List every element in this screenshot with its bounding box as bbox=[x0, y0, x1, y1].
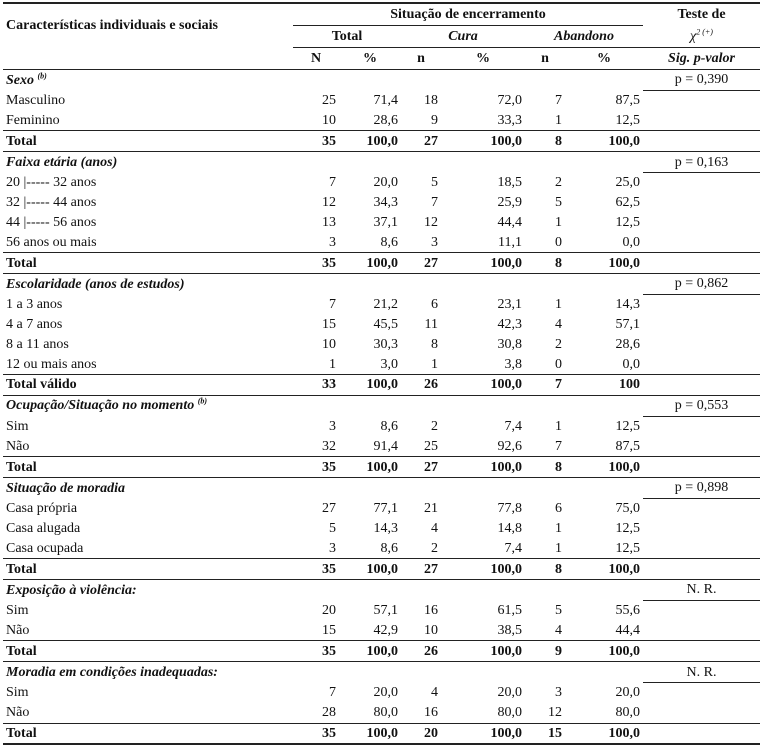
cell-cn: 1 bbox=[431, 356, 438, 372]
table-row bbox=[3, 436, 760, 456]
cell-pct: 20,0 bbox=[373, 685, 398, 701]
section-title-row bbox=[3, 152, 760, 173]
cell-an: 2 bbox=[555, 336, 562, 352]
cell-pct: 14,3 bbox=[373, 520, 398, 536]
row-label: Total bbox=[3, 253, 293, 274]
table-row bbox=[3, 682, 760, 702]
cell-an: 8 bbox=[525, 559, 565, 580]
cell-an: 5 bbox=[555, 195, 562, 211]
cell-cn: 8 bbox=[431, 336, 438, 352]
row-label: 12 ou mais anos bbox=[6, 356, 97, 372]
table-row bbox=[3, 416, 760, 436]
test-header: Teste de bbox=[643, 3, 760, 26]
empty-cell bbox=[643, 111, 760, 131]
cell-N: 3 bbox=[329, 418, 336, 434]
col-N-header: N bbox=[310, 51, 322, 66]
p-value: p = 0,390 bbox=[643, 70, 760, 91]
total-row bbox=[3, 374, 760, 395]
cell-cn: 12 bbox=[424, 214, 438, 230]
cell-pct: 100,0 bbox=[339, 641, 401, 662]
section-title-superscript: (b) bbox=[37, 70, 47, 80]
cell-cn: 10 bbox=[424, 622, 438, 638]
empty-cell bbox=[643, 538, 760, 558]
cell-pct: 100,0 bbox=[339, 253, 401, 274]
characteristics-header: Características individuais e sociais bbox=[3, 3, 293, 48]
table-row bbox=[3, 232, 760, 252]
cell-cpct: 14,8 bbox=[497, 520, 522, 536]
row-label: Total bbox=[3, 723, 293, 744]
cell-pct: 100,0 bbox=[339, 723, 401, 744]
cell-cpct: 33,3 bbox=[497, 112, 522, 128]
cell-cn: 2 bbox=[431, 418, 438, 434]
cell-cpct: 100,0 bbox=[441, 253, 525, 274]
section-title bbox=[3, 70, 643, 91]
row-label: Masculino bbox=[6, 92, 66, 108]
characteristics-table bbox=[3, 2, 760, 745]
empty-cell bbox=[643, 703, 760, 723]
empty-cell bbox=[643, 193, 760, 213]
cell-pct: 28,6 bbox=[373, 112, 398, 128]
table-row bbox=[3, 498, 760, 518]
empty-cell bbox=[643, 253, 760, 274]
cell-pct: 100,0 bbox=[339, 131, 401, 152]
cell-N: 10 bbox=[322, 336, 336, 352]
section-title bbox=[3, 152, 643, 173]
empty-cell bbox=[643, 641, 760, 662]
cell-cn: 4 bbox=[431, 685, 438, 701]
empty-cell bbox=[643, 682, 760, 702]
table-row bbox=[3, 538, 760, 558]
section-title-row bbox=[3, 662, 760, 683]
cell-an: 7 bbox=[555, 438, 562, 454]
cell-cpct: 11,1 bbox=[498, 234, 522, 250]
p-value: p = 0,898 bbox=[643, 477, 760, 498]
row-label: Feminino bbox=[6, 112, 60, 128]
empty-cell bbox=[643, 213, 760, 233]
col-abandono-pct-header: % bbox=[597, 51, 611, 66]
row-label: Total bbox=[3, 457, 293, 478]
section-title-text: Escolaridade (anos de estudos) bbox=[6, 276, 185, 292]
p-value: p = 0,862 bbox=[643, 273, 760, 294]
cell-N: 3 bbox=[329, 234, 336, 250]
cell-cpct: 77,8 bbox=[497, 500, 522, 516]
table-row bbox=[3, 193, 760, 213]
abandono-header: Abandono bbox=[525, 26, 643, 48]
row-label: 1 a 3 anos bbox=[6, 296, 63, 312]
cell-cpct: 100,0 bbox=[441, 374, 525, 395]
table-row bbox=[3, 90, 760, 110]
cell-apct: 12,5 bbox=[615, 214, 640, 230]
cell-cpct: 100,0 bbox=[441, 457, 525, 478]
section-title bbox=[3, 395, 643, 416]
row-label: Casa ocupada bbox=[6, 540, 84, 556]
cell-cn: 27 bbox=[401, 253, 441, 274]
empty-cell bbox=[643, 374, 760, 395]
cell-cpct: 18,5 bbox=[497, 175, 522, 191]
cell-an: 0 bbox=[555, 356, 562, 372]
cell-N: 35 bbox=[293, 559, 339, 580]
empty-cell bbox=[643, 354, 760, 374]
row-label: 32 |----- 44 anos bbox=[6, 195, 97, 211]
total-row bbox=[3, 723, 760, 744]
row-label: 8 a 11 anos bbox=[6, 336, 69, 352]
cell-apct: 87,5 bbox=[615, 438, 640, 454]
empty-cell bbox=[643, 457, 760, 478]
empty-cell bbox=[643, 416, 760, 436]
cell-cpct: 44,4 bbox=[497, 214, 522, 230]
cell-cn: 21 bbox=[424, 500, 438, 516]
cell-apct: 44,4 bbox=[615, 622, 640, 638]
cell-cpct: 100,0 bbox=[441, 131, 525, 152]
empty-cell bbox=[643, 90, 760, 110]
row-label: Sim bbox=[6, 418, 29, 434]
empty-cell bbox=[643, 621, 760, 641]
section-title-row bbox=[3, 70, 760, 91]
row-label: 56 anos ou mais bbox=[6, 234, 97, 250]
cell-cpct: 80,0 bbox=[497, 705, 522, 721]
total-row bbox=[3, 641, 760, 662]
section-title bbox=[3, 273, 643, 294]
cell-N: 32 bbox=[322, 438, 336, 454]
cell-N: 35 bbox=[293, 457, 339, 478]
table-row bbox=[3, 703, 760, 723]
cell-cn: 26 bbox=[401, 641, 441, 662]
cell-cn: 6 bbox=[431, 296, 438, 312]
cell-pct: 91,4 bbox=[373, 438, 398, 454]
cell-pct: 80,0 bbox=[373, 705, 398, 721]
chi-symbol: χ bbox=[690, 28, 697, 44]
cell-an: 3 bbox=[555, 685, 562, 701]
section-title-text: Moradia em condições inadequadas: bbox=[6, 664, 218, 680]
section-title-row bbox=[3, 477, 760, 498]
total-row bbox=[3, 131, 760, 152]
cell-an: 1 bbox=[555, 520, 562, 536]
cell-N: 35 bbox=[293, 723, 339, 744]
cell-N: 13 bbox=[322, 214, 336, 230]
cell-an: 5 bbox=[555, 602, 562, 618]
cell-cn: 18 bbox=[424, 92, 438, 108]
section-title-text: Ocupação/Situação no momento bbox=[6, 398, 195, 414]
cell-apct: 12,5 bbox=[615, 520, 640, 536]
row-label: Casa própria bbox=[6, 500, 78, 516]
cell-an: 4 bbox=[555, 622, 562, 638]
cell-pct: 100,0 bbox=[339, 559, 401, 580]
empty-cell bbox=[643, 294, 760, 314]
empty-cell bbox=[643, 172, 760, 192]
table-row bbox=[3, 600, 760, 620]
cell-cn: 25 bbox=[424, 438, 438, 454]
section-title-row bbox=[3, 579, 760, 600]
cell-an: 8 bbox=[525, 253, 565, 274]
cell-an: 1 bbox=[555, 214, 562, 230]
cell-apct: 0,0 bbox=[622, 356, 640, 372]
cell-apct: 100,0 bbox=[565, 131, 643, 152]
cura-header: Cura bbox=[401, 26, 525, 48]
row-label: Não bbox=[6, 438, 30, 454]
row-label: Total bbox=[3, 559, 293, 580]
cell-an: 1 bbox=[555, 418, 562, 434]
cell-apct: 75,0 bbox=[615, 500, 640, 516]
empty-cell bbox=[643, 436, 760, 456]
cell-cn: 26 bbox=[401, 374, 441, 395]
cell-cn: 9 bbox=[431, 112, 438, 128]
cell-cpct: 100,0 bbox=[441, 723, 525, 744]
cell-cn: 27 bbox=[401, 457, 441, 478]
empty-cell bbox=[643, 131, 760, 152]
cell-apct: 80,0 bbox=[615, 705, 640, 721]
cell-N: 33 bbox=[293, 374, 339, 395]
cell-cn: 16 bbox=[424, 602, 438, 618]
cell-cn: 20 bbox=[401, 723, 441, 744]
empty-cell bbox=[643, 600, 760, 620]
section-title bbox=[3, 662, 643, 683]
row-label: Sim bbox=[6, 685, 29, 701]
cell-cn: 4 bbox=[431, 520, 438, 536]
cell-apct: 28,6 bbox=[615, 336, 640, 352]
cell-N: 1 bbox=[329, 356, 336, 372]
cell-apct: 87,5 bbox=[615, 92, 640, 108]
cell-N: 12 bbox=[322, 195, 336, 211]
cell-apct: 100,0 bbox=[565, 641, 643, 662]
table-row bbox=[3, 519, 760, 539]
cell-pct: 21,2 bbox=[373, 296, 398, 312]
p-value: p = 0,553 bbox=[643, 395, 760, 416]
row-label: Casa alugada bbox=[6, 520, 81, 536]
cell-cn: 2 bbox=[431, 540, 438, 556]
cell-pct: 71,4 bbox=[373, 92, 398, 108]
cell-cpct: 100,0 bbox=[441, 641, 525, 662]
cell-cpct: 72,0 bbox=[497, 92, 522, 108]
section-title bbox=[3, 579, 643, 600]
cell-an: 9 bbox=[525, 641, 565, 662]
row-label: Total bbox=[3, 641, 293, 662]
cell-apct: 100 bbox=[565, 374, 643, 395]
empty-cell bbox=[643, 559, 760, 580]
cell-an: 15 bbox=[525, 723, 565, 744]
cell-pct: 30,3 bbox=[373, 336, 398, 352]
cell-pct: 8,6 bbox=[380, 540, 398, 556]
cell-N: 5 bbox=[329, 520, 336, 536]
cell-pct: 77,1 bbox=[373, 500, 398, 516]
cell-cpct: 100,0 bbox=[441, 559, 525, 580]
cell-pct: 42,9 bbox=[373, 622, 398, 638]
cell-cn: 16 bbox=[424, 705, 438, 721]
cell-N: 7 bbox=[329, 685, 336, 701]
table-row bbox=[3, 213, 760, 233]
cell-an: 2 bbox=[555, 175, 562, 191]
row-label: Total bbox=[3, 131, 293, 152]
cell-N: 27 bbox=[322, 500, 336, 516]
cell-pct: 20,0 bbox=[373, 175, 398, 191]
cell-N: 35 bbox=[293, 131, 339, 152]
cell-pct: 100,0 bbox=[339, 374, 401, 395]
header-row-1 bbox=[3, 3, 760, 26]
cell-pct: 45,5 bbox=[373, 316, 398, 332]
cell-N: 10 bbox=[322, 112, 336, 128]
empty-cell bbox=[643, 498, 760, 518]
cell-N: 35 bbox=[293, 253, 339, 274]
cell-cn: 5 bbox=[431, 175, 438, 191]
cell-pct: 57,1 bbox=[373, 602, 398, 618]
cell-an: 1 bbox=[555, 112, 562, 128]
cell-N: 7 bbox=[329, 296, 336, 312]
empty-header-cell bbox=[3, 48, 293, 70]
row-label: Não bbox=[6, 622, 30, 638]
cell-cpct: 3,8 bbox=[504, 356, 522, 372]
table-row bbox=[3, 315, 760, 335]
cell-N: 35 bbox=[293, 641, 339, 662]
cell-N: 3 bbox=[329, 540, 336, 556]
empty-cell bbox=[643, 519, 760, 539]
cell-pct: 34,3 bbox=[373, 195, 398, 211]
empty-cell bbox=[643, 334, 760, 354]
header-row-3 bbox=[3, 48, 760, 70]
col-cura-pct-header: % bbox=[476, 51, 490, 66]
cell-an: 6 bbox=[555, 500, 562, 516]
cell-cpct: 30,8 bbox=[497, 336, 522, 352]
p-value: p = 0,163 bbox=[643, 152, 760, 173]
col-cura-n-header: n bbox=[417, 51, 425, 66]
cell-apct: 55,6 bbox=[615, 602, 640, 618]
cell-pct: 37,1 bbox=[373, 214, 398, 230]
cell-apct: 100,0 bbox=[565, 253, 643, 274]
row-label: Sim bbox=[6, 602, 29, 618]
cell-cn: 7 bbox=[431, 195, 438, 211]
section-title-row bbox=[3, 273, 760, 294]
cell-an: 7 bbox=[525, 374, 565, 395]
table-row bbox=[3, 111, 760, 131]
section-title-text: Faixa etária (anos) bbox=[6, 154, 118, 170]
cell-N: 20 bbox=[322, 602, 336, 618]
cell-apct: 62,5 bbox=[615, 195, 640, 211]
cell-an: 4 bbox=[555, 316, 562, 332]
total-header: Total bbox=[293, 26, 401, 48]
cell-cpct: 92,6 bbox=[497, 438, 522, 454]
situation-header: Situação de encerramento bbox=[293, 3, 643, 26]
cell-cpct: 7,4 bbox=[504, 540, 522, 556]
cell-an: 12 bbox=[548, 705, 562, 721]
cell-cpct: 38,5 bbox=[497, 622, 522, 638]
col-pct-header: % bbox=[363, 51, 377, 66]
p-value: N. R. bbox=[643, 579, 760, 600]
cell-cn: 3 bbox=[431, 234, 438, 250]
row-label: 20 |----- 32 anos bbox=[6, 175, 97, 191]
total-row bbox=[3, 457, 760, 478]
cell-apct: 12,5 bbox=[615, 418, 640, 434]
section-title-row bbox=[3, 395, 760, 416]
cell-apct: 57,1 bbox=[615, 316, 640, 332]
total-row bbox=[3, 559, 760, 580]
cell-apct: 100,0 bbox=[565, 723, 643, 744]
cell-N: 7 bbox=[329, 175, 336, 191]
cell-N: 28 bbox=[322, 705, 336, 721]
cell-cn: 27 bbox=[401, 131, 441, 152]
table-row bbox=[3, 294, 760, 314]
cell-cpct: 25,9 bbox=[497, 195, 522, 211]
table-row bbox=[3, 172, 760, 192]
p-value: N. R. bbox=[643, 662, 760, 683]
row-label: 44 |----- 56 anos bbox=[6, 214, 97, 230]
cell-apct: 12,5 bbox=[615, 112, 640, 128]
table-row bbox=[3, 354, 760, 374]
chi-superscript: 2 (+) bbox=[696, 27, 713, 37]
cell-apct: 12,5 bbox=[615, 540, 640, 556]
row-label: Total válido bbox=[3, 374, 293, 395]
cell-cpct: 7,4 bbox=[504, 418, 522, 434]
empty-cell bbox=[643, 232, 760, 252]
cell-cpct: 23,1 bbox=[497, 296, 522, 312]
cell-pct: 8,6 bbox=[380, 418, 398, 434]
cell-apct: 20,0 bbox=[615, 685, 640, 701]
cell-cn: 11 bbox=[424, 316, 438, 332]
cell-an: 8 bbox=[525, 131, 565, 152]
cell-an: 0 bbox=[555, 234, 562, 250]
row-label: 4 a 7 anos bbox=[6, 316, 63, 332]
empty-cell bbox=[643, 723, 760, 744]
cell-apct: 0,0 bbox=[622, 234, 640, 250]
section-title-superscript: (b) bbox=[197, 396, 208, 406]
cell-cpct: 61,5 bbox=[497, 602, 522, 618]
cell-pct: 8,6 bbox=[380, 234, 398, 250]
empty-cell bbox=[643, 315, 760, 335]
cell-cpct: 20,0 bbox=[497, 685, 522, 701]
section-title-text: Situação de moradia bbox=[6, 480, 126, 496]
cell-apct: 100,0 bbox=[565, 559, 643, 580]
cell-cpct: 42,3 bbox=[497, 316, 522, 332]
cell-an: 8 bbox=[525, 457, 565, 478]
table-row bbox=[3, 621, 760, 641]
total-row bbox=[3, 253, 760, 274]
section-title bbox=[3, 477, 643, 498]
cell-N: 25 bbox=[322, 92, 336, 108]
chi-square-header bbox=[643, 26, 760, 48]
col-abandono-n-header: n bbox=[541, 51, 549, 66]
cell-an: 1 bbox=[555, 296, 562, 312]
table-body bbox=[3, 70, 760, 745]
cell-apct: 25,0 bbox=[615, 175, 640, 191]
cell-pct: 3,0 bbox=[380, 356, 398, 372]
section-title-text: Sexo bbox=[6, 72, 34, 88]
cell-an: 1 bbox=[555, 540, 562, 556]
cell-apct: 100,0 bbox=[565, 457, 643, 478]
table-row bbox=[3, 334, 760, 354]
cell-N: 15 bbox=[322, 622, 336, 638]
cell-apct: 14,3 bbox=[615, 296, 640, 312]
cell-cn: 27 bbox=[401, 559, 441, 580]
sig-header: Sig. p-valor bbox=[668, 51, 735, 66]
cell-pct: 100,0 bbox=[339, 457, 401, 478]
row-label: Não bbox=[6, 705, 30, 721]
section-title-text: Exposição à violência: bbox=[6, 582, 137, 598]
cell-an: 7 bbox=[555, 92, 562, 108]
cell-N: 15 bbox=[322, 316, 336, 332]
